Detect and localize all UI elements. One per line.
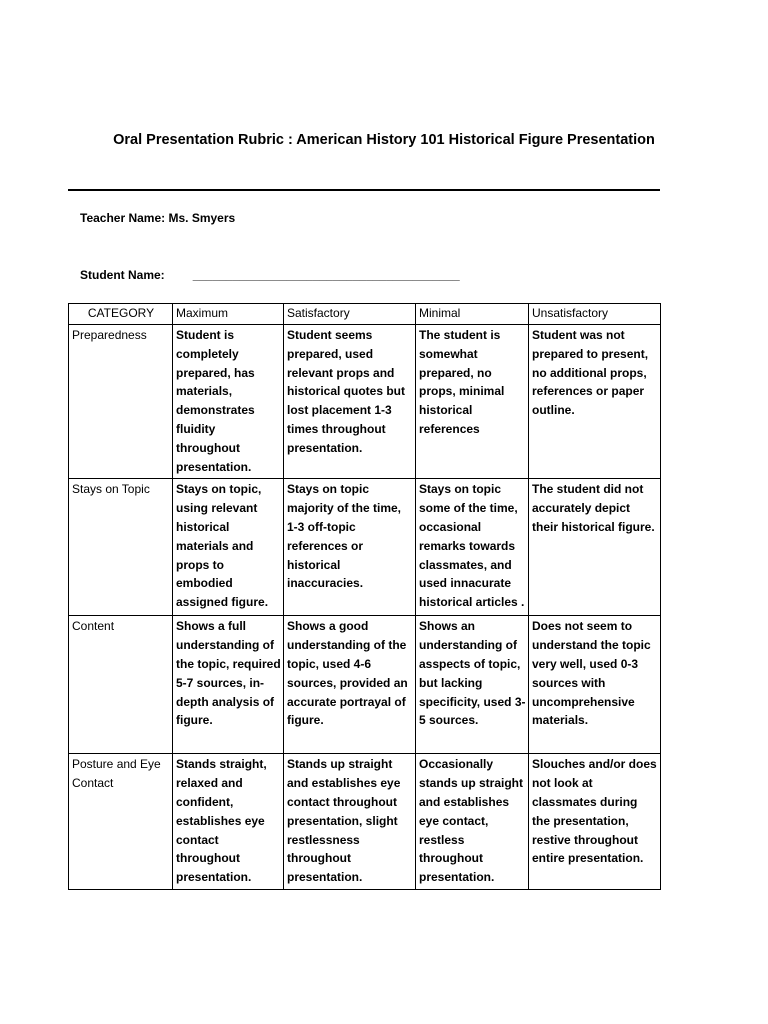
unsatisfactory-cell: Does not seem to understand the topic very well, used 0-3 sources with uncomprehensive materials. bbox=[529, 616, 661, 754]
satisfactory-cell: Stays on topic majority of the time, 1-3 off-topic references or historical inaccuracies. bbox=[284, 479, 416, 616]
minimal-cell: Shows an understanding of asspects of topic, but lacking specificity, used 3-5 sources. bbox=[416, 616, 529, 754]
unsatisfactory-cell: Student was not prepared to present, no additional props, references or paper outline. bbox=[529, 325, 661, 479]
satisfactory-cell: Student seems prepared, used relevant props and historical quotes but lost placement 1-3 times throughout presentation. bbox=[284, 325, 416, 479]
minimal-cell: Occasionally stands up straight and establishes eye contact, restless throughout presentation. bbox=[416, 754, 529, 890]
header-maximum: Maximum bbox=[173, 304, 284, 325]
rubric-row-posture-eye-contact bbox=[69, 754, 661, 890]
satisfactory-cell: Stands up straight and establishes eye contact throughout presentation, slight restlessness throughout presentation. bbox=[284, 754, 416, 890]
rubric-row-content bbox=[69, 616, 661, 754]
header-satisfactory: Satisfactory bbox=[284, 304, 416, 325]
minimal-cell: Stays on topic some of the time, occasional remarks towards classmates, and used innacurate historical articles . bbox=[416, 479, 529, 616]
header-minimal: Minimal bbox=[416, 304, 529, 325]
student-name-label: Student Name: bbox=[80, 268, 165, 282]
rubric-table bbox=[68, 303, 661, 890]
category-cell: Content bbox=[69, 616, 173, 754]
minimal-cell: The student is somewhat prepared, no props, minimal historical references bbox=[416, 325, 529, 479]
student-name-row bbox=[80, 268, 460, 282]
satisfactory-cell: Shows a good understanding of the topic, used 4-6 sources, provided an accurate portrayal of figure. bbox=[284, 616, 416, 754]
category-cell: Posture and Eye Contact bbox=[69, 754, 173, 890]
teacher-name: Teacher Name: Ms. Smyers bbox=[80, 211, 236, 225]
student-name-blank: ________________________________________ bbox=[192, 268, 460, 282]
unsatisfactory-cell: The student did not accurately depict their historical figure. bbox=[529, 479, 661, 616]
maximum-cell: Stays on topic, using relevant historical materials and props to embodied assigned figure. bbox=[173, 479, 284, 616]
unsatisfactory-cell: Slouches and/or does not look at classmates during the presentation, restive throughout entire presentation. bbox=[529, 754, 661, 890]
rubric-header-row bbox=[69, 304, 661, 325]
maximum-cell: Student is completely prepared, has materials, demonstrates fluidity throughout presentation. bbox=[173, 325, 284, 479]
category-cell: Preparedness bbox=[69, 325, 173, 479]
header-category: CATEGORY bbox=[69, 304, 173, 325]
page-title: Oral Presentation Rubric : American History 101 Historical Figure Presentation bbox=[113, 132, 655, 148]
title-divider bbox=[68, 189, 660, 191]
category-cell: Stays on Topic bbox=[69, 479, 173, 616]
maximum-cell: Stands straight, relaxed and confident, establishes eye contact throughout presentation. bbox=[173, 754, 284, 890]
rubric-row-preparedness bbox=[69, 325, 661, 479]
rubric-row-stays-on-topic bbox=[69, 479, 661, 616]
header-unsatisfactory: Unsatisfactory bbox=[529, 304, 661, 325]
maximum-cell: Shows a full understanding of the topic, required 5-7 sources, in-depth analysis of figure. bbox=[173, 616, 284, 754]
